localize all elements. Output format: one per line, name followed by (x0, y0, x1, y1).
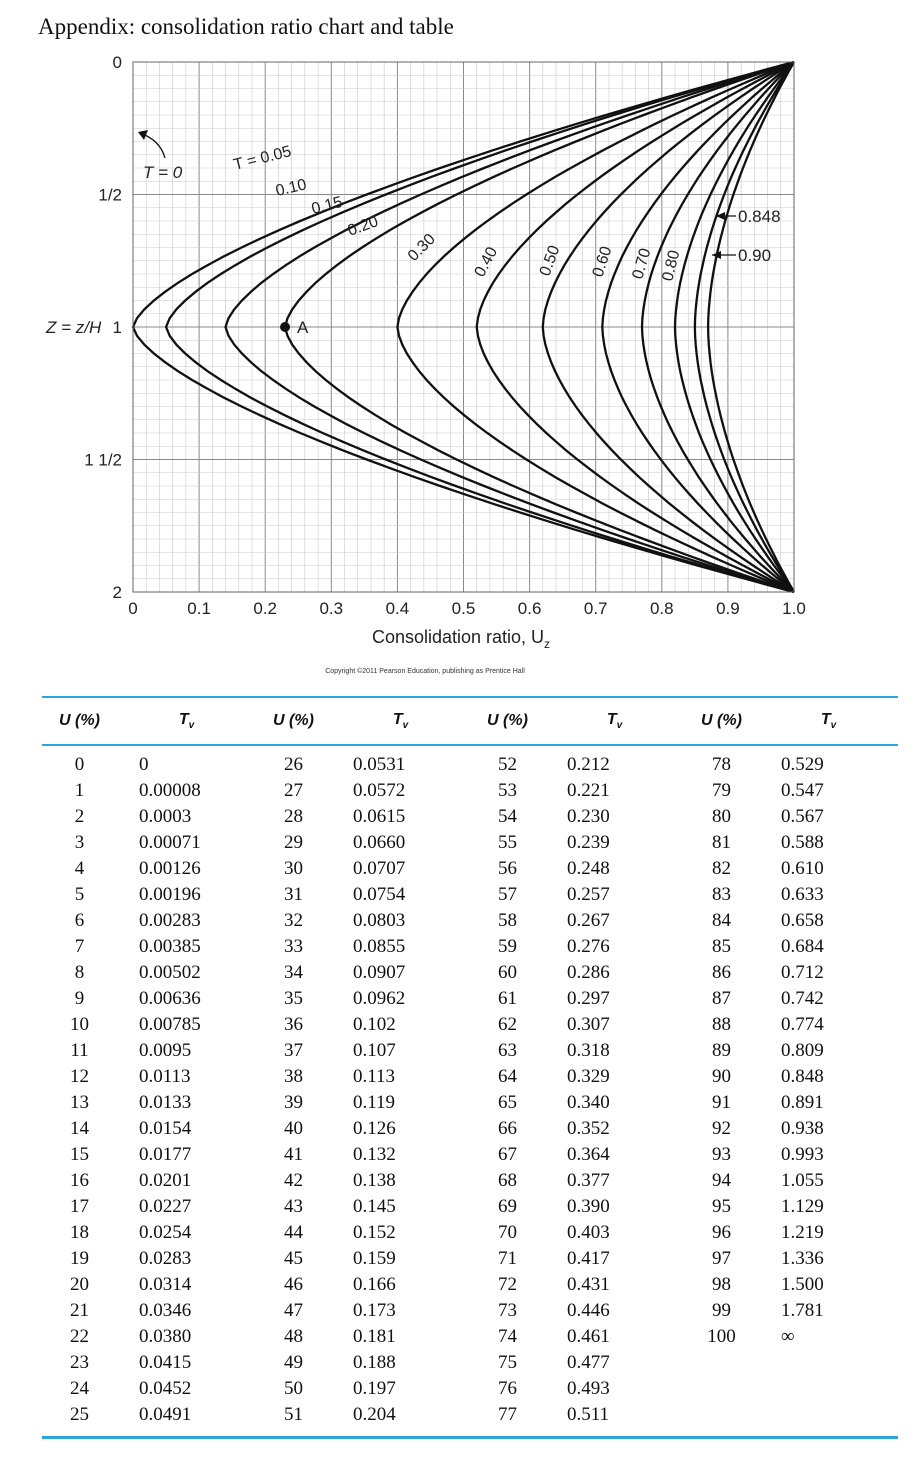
tv-cell: 0.0283 (139, 1248, 192, 1269)
tv-cell: ∞ (781, 1326, 795, 1347)
tv-cell: 0.0491 (139, 1404, 192, 1425)
u-cell: 97 (712, 1248, 731, 1269)
tv-cell: 0.0003 (139, 806, 192, 827)
table-row (42, 960, 898, 986)
table-row (42, 830, 898, 856)
u-cell: 55 (498, 832, 517, 853)
tv-cell: 0.248 (567, 858, 610, 879)
u-cell: 77 (498, 1404, 517, 1425)
u-cell: 17 (70, 1196, 89, 1217)
table-row (42, 1376, 898, 1402)
tv-cell: 0.181 (353, 1326, 396, 1347)
table-row (42, 778, 898, 804)
u-cell: 71 (498, 1248, 517, 1269)
tv-cell: 0.0615 (353, 806, 406, 827)
tv-cell: 0.138 (353, 1170, 396, 1191)
tv-cell: 0.0254 (139, 1222, 192, 1243)
tv-cell: 0.329 (567, 1066, 610, 1087)
curve-label: 0.50 (536, 243, 564, 279)
u-cell: 53 (498, 780, 517, 801)
tv-cell (759, 1350, 898, 1376)
table-header-row (42, 697, 898, 745)
u-cell: 48 (284, 1326, 303, 1347)
u-cell: 84 (712, 910, 731, 931)
tv-cell: 0.0855 (353, 936, 406, 957)
u-cell: 44 (284, 1222, 303, 1243)
tv-cell: 0.0314 (139, 1274, 192, 1295)
tv-cell: 0.159 (353, 1248, 396, 1269)
tv-cell: 0.102 (353, 1014, 396, 1035)
tv-cell: 0.0660 (353, 832, 406, 853)
u-cell: 66 (498, 1118, 517, 1139)
table-row (42, 1246, 898, 1272)
u-cell: 40 (284, 1118, 303, 1139)
tv-cell: 0.00283 (139, 910, 201, 931)
u-cell: 70 (498, 1222, 517, 1243)
x-tick-label: 0.3 (319, 599, 344, 618)
table-row (42, 1324, 898, 1350)
table-header-0: U (%) (59, 712, 100, 729)
point-a-label: A (297, 318, 309, 337)
x-tick-label: 0.1 (187, 599, 211, 618)
tv-cell (759, 1376, 898, 1402)
u-cell: 47 (284, 1300, 303, 1321)
consolidation-chart (0, 0, 920, 690)
u-cell: 64 (498, 1066, 517, 1087)
tv-cell: 0.477 (567, 1352, 610, 1373)
u-cell: 29 (284, 832, 303, 853)
tv-cell: 0.364 (567, 1144, 610, 1165)
tv-cell: 0.0154 (139, 1118, 192, 1139)
table-row (42, 856, 898, 882)
u-cell: 6 (74, 910, 85, 931)
u-cell: 2 (74, 806, 85, 827)
u-cell: 3 (74, 832, 85, 853)
u-cell: 13 (70, 1092, 89, 1113)
tv-cell: 0.712 (781, 962, 824, 983)
tv-cell (759, 1402, 898, 1438)
tv-cell: 0.119 (353, 1092, 396, 1113)
tv-cell: 0.204 (353, 1404, 396, 1425)
tv-cell: 0.0380 (139, 1326, 192, 1347)
u-cell: 20 (70, 1274, 89, 1295)
u-cell: 69 (498, 1196, 517, 1217)
tv-cell: 0.0531 (353, 754, 406, 775)
curve-label: 0.20 (345, 213, 381, 240)
u-cell: 87 (712, 988, 731, 1009)
table-row (42, 745, 898, 778)
tv-cell: 0.267 (567, 910, 610, 931)
u-cell: 88 (712, 1014, 731, 1035)
tv-cell: 0.993 (781, 1144, 824, 1165)
tv-cell: 0.0346 (139, 1300, 192, 1321)
u-cell: 15 (70, 1144, 89, 1165)
u-cell: 42 (284, 1170, 303, 1191)
tv-cell: 0.0452 (139, 1378, 192, 1399)
u-cell: 31 (284, 884, 303, 905)
u-cell: 67 (498, 1144, 517, 1165)
tv-cell: 0.742 (781, 988, 824, 1009)
y-tick-label: 1 1/2 (84, 450, 122, 470)
u-cell: 12 (70, 1066, 89, 1087)
u-cell: 60 (498, 962, 517, 983)
tv-cell: 0.547 (781, 780, 824, 801)
tv-cell: 0.511 (567, 1404, 610, 1425)
curve-label: 0.90 (738, 246, 772, 265)
x-tick-label: 0.4 (385, 599, 410, 618)
x-tick-label: 0.8 (649, 599, 674, 618)
tv-cell: 0.0113 (139, 1066, 191, 1087)
u-cell: 5 (74, 884, 85, 905)
tv-cell: 0.0962 (353, 988, 406, 1009)
curve-labels (232, 143, 684, 283)
tv-cell: 0.633 (781, 884, 824, 905)
u-cell: 23 (70, 1352, 89, 1373)
tv-cell: 0.276 (567, 936, 610, 957)
tv-cell: 0.809 (781, 1040, 824, 1061)
table-header-1: $T_v$ (178, 710, 195, 732)
tv-cell: 0.00008 (139, 780, 201, 801)
table-row (42, 1012, 898, 1038)
u-cell: 90 (712, 1066, 731, 1087)
u-cell: 92 (712, 1118, 731, 1139)
tv-cell: 0.0707 (353, 858, 406, 879)
u-cell: 36 (284, 1014, 303, 1035)
tv-cell: 1.219 (781, 1222, 824, 1243)
u-cell: 51 (284, 1404, 303, 1425)
u-cell: 94 (712, 1170, 731, 1191)
u-cell: 81 (712, 832, 731, 853)
tv-cell: 0.113 (353, 1066, 396, 1087)
u-cell: 43 (284, 1196, 303, 1217)
y-axis-label: Z = z/H (46, 318, 102, 337)
x-tick-label: 1.0 (782, 599, 806, 618)
tv-cell: 0.230 (567, 806, 610, 827)
table-row (42, 1168, 898, 1194)
table-header-4: U (%) (487, 712, 528, 729)
tv-cell: 0.173 (353, 1300, 396, 1321)
table-row (42, 1350, 898, 1376)
u-cell: 86 (712, 962, 731, 983)
tv-cell: 0.107 (353, 1040, 396, 1061)
u-cell: 91 (712, 1092, 731, 1113)
x-tick-label: 0.7 (583, 599, 608, 618)
tv-cell: 0.390 (567, 1196, 610, 1217)
tv-cell: 0.774 (781, 1014, 824, 1035)
tv-cell: 0.0177 (139, 1144, 192, 1165)
u-cell: 62 (498, 1014, 517, 1035)
u-cell: 93 (712, 1144, 731, 1165)
table-row (42, 908, 898, 934)
tv-cell: 0.286 (567, 962, 610, 983)
tv-cell: 0.446 (567, 1300, 610, 1321)
table-header-7: $T_v$ (820, 710, 837, 732)
tv-cell: 0.0803 (353, 910, 406, 931)
u-cell: 26 (284, 754, 303, 775)
tv-cell: 0.197 (353, 1378, 396, 1399)
u-cell: 24 (70, 1378, 89, 1399)
tv-cell: 0 (139, 754, 149, 775)
u-cell: 58 (498, 910, 517, 931)
u-cell: 46 (284, 1274, 303, 1295)
tv-cell: 0.417 (567, 1248, 610, 1269)
table-row (42, 1194, 898, 1220)
point-a-marker (280, 322, 290, 332)
u-cell: 100 (707, 1326, 736, 1347)
u-cell: 14 (70, 1118, 89, 1139)
u-cell: 85 (712, 936, 731, 957)
tv-cell: 0.684 (781, 936, 824, 957)
table-row (42, 1116, 898, 1142)
tv-cell: 0.0572 (353, 780, 406, 801)
table-row (42, 804, 898, 830)
x-tick-label: 0.5 (451, 599, 476, 618)
tv-cell: 0.0415 (139, 1352, 192, 1373)
tv-cell: 0.00636 (139, 988, 201, 1009)
u-cell: 74 (498, 1326, 517, 1347)
table-row (42, 1142, 898, 1168)
x-tick-label: 0.2 (253, 599, 278, 618)
u-cell: 78 (712, 754, 731, 775)
x-tick-label: 0 (128, 599, 138, 618)
u-cell: 80 (712, 806, 731, 827)
tv-cell: 0.891 (781, 1092, 824, 1113)
tv-cell: 0.403 (567, 1222, 610, 1243)
tv-cell: 0.126 (353, 1118, 396, 1139)
y-tick-label: 2 (112, 583, 122, 602)
u-cell: 25 (70, 1404, 89, 1425)
u-cell: 59 (498, 936, 517, 957)
curve-label: 0.848 (738, 207, 781, 226)
tv-cell: 0.0095 (139, 1040, 192, 1061)
tv-cell: 0.166 (353, 1274, 396, 1295)
u-cell: 11 (70, 1040, 89, 1061)
u-cell: 73 (498, 1300, 517, 1321)
tv-cell: 1.500 (781, 1274, 824, 1295)
tv-cell: 0.938 (781, 1118, 824, 1139)
tv-cell: 1.129 (781, 1196, 824, 1217)
table-header-6: U (%) (701, 712, 742, 729)
u-cell: 63 (498, 1040, 517, 1061)
y-tick-label: 0 (112, 53, 122, 72)
u-cell: 98 (712, 1274, 731, 1295)
tv-cell: 0.0907 (353, 962, 406, 983)
tv-cell: 0.318 (567, 1040, 610, 1061)
tv-cell: 0.239 (567, 832, 610, 853)
u-cell: 37 (284, 1040, 303, 1061)
tv-cell: 0.0133 (139, 1092, 192, 1113)
u-cell: 65 (498, 1092, 517, 1113)
t0-label: T = 0 (143, 163, 183, 182)
table-row (42, 1038, 898, 1064)
u-cell: 56 (498, 858, 517, 879)
u-cell: 95 (712, 1196, 731, 1217)
u-cell: 72 (498, 1274, 517, 1295)
curve-label: 0.40 (471, 244, 502, 280)
tv-cell: 0.0201 (139, 1170, 192, 1191)
u-cell: 75 (498, 1352, 517, 1373)
curve-label: 0.30 (404, 230, 439, 265)
tv-cell: 0.377 (567, 1170, 610, 1191)
table-header-5: $T_v$ (606, 710, 623, 732)
table-row (42, 1402, 898, 1438)
tv-cell: 0.152 (353, 1222, 396, 1243)
u-cell: 57 (498, 884, 517, 905)
tv-cell: 0.212 (567, 754, 610, 775)
tv-cell: 0.431 (567, 1274, 610, 1295)
u-cell: 34 (284, 962, 303, 983)
u-cell: 18 (70, 1222, 89, 1243)
u-cell: 82 (712, 858, 731, 879)
tv-cell: 0.529 (781, 754, 824, 775)
tv-cell: 0.848 (781, 1066, 824, 1087)
u-cell: 96 (712, 1222, 731, 1243)
tv-cell: 0.0227 (139, 1196, 192, 1217)
table-body (42, 745, 898, 1438)
u-cell: 79 (712, 780, 731, 801)
curve-label: 0.10 (274, 176, 309, 200)
u-cell: 1 (74, 780, 85, 801)
u-cell: 9 (74, 988, 85, 1009)
u-cell: 27 (284, 780, 303, 801)
x-axis-label: Consolidation ratio, $U_z$ (371, 627, 551, 651)
curve-label: 0.80 (659, 248, 684, 283)
u-cell: 30 (284, 858, 303, 879)
tv-cell: 0.00502 (139, 962, 201, 983)
u-cell: 16 (70, 1170, 89, 1191)
tv-cell: 0.493 (567, 1378, 610, 1399)
tv-cell: 0.00385 (139, 936, 201, 957)
u-cell: 39 (284, 1092, 303, 1113)
u-cell: 41 (284, 1144, 303, 1165)
u-cell: 22 (70, 1326, 89, 1347)
u-cell: 45 (284, 1248, 303, 1269)
tv-cell: 0.257 (567, 884, 610, 905)
tv-cell: 0.00196 (139, 884, 201, 905)
tv-table (42, 696, 898, 1439)
tv-cell: 0.00785 (139, 1014, 201, 1035)
table-row (42, 1220, 898, 1246)
tv-cell: 0.307 (567, 1014, 610, 1035)
table-row (42, 882, 898, 908)
u-cell: 83 (712, 884, 731, 905)
table-row (42, 1298, 898, 1324)
tv-cell: 0.0754 (353, 884, 406, 905)
page-title: Appendix: consolidation ratio chart and table (38, 14, 454, 39)
table-row (42, 1272, 898, 1298)
tv-cell: 1.055 (781, 1170, 824, 1191)
tv-cell: 0.588 (781, 832, 824, 853)
u-cell: 7 (74, 936, 85, 957)
table-row (42, 934, 898, 960)
u-cell (684, 1402, 759, 1438)
x-tick-label: 0.6 (517, 599, 542, 618)
tv-cell: 0.352 (567, 1118, 610, 1139)
u-cell: 68 (498, 1170, 517, 1191)
u-cell: 99 (712, 1300, 731, 1321)
curve-label: 0.60 (589, 244, 616, 280)
copyright-note: Copyright ©2011 Pearson Education, publishing as Prentice Hall (325, 668, 525, 675)
u-cell: 50 (284, 1378, 303, 1399)
u-cell: 54 (498, 806, 517, 827)
u-cell: 35 (284, 988, 303, 1009)
tv-cell: 1.781 (781, 1300, 824, 1321)
tv-cell: 0.610 (781, 858, 824, 879)
tv-cell: 1.336 (781, 1248, 824, 1269)
x-tick-label: 0.9 (716, 599, 740, 618)
u-cell (684, 1350, 759, 1376)
u-cell: 21 (70, 1300, 89, 1321)
tv-cell: 0.340 (567, 1092, 610, 1113)
table-header-3: $T_v$ (392, 710, 409, 732)
u-cell: 52 (498, 754, 517, 775)
tv-cell: 0.461 (567, 1326, 610, 1347)
curve-label: T = 0.05 (231, 143, 294, 174)
tv-cell: 0.00071 (139, 832, 201, 853)
u-cell: 76 (498, 1378, 517, 1399)
u-cell: 61 (498, 988, 517, 1009)
table-header-2: U (%) (273, 712, 314, 729)
tv-cell: 0.658 (781, 910, 824, 931)
u-cell (684, 1376, 759, 1402)
y-tick-label: 1 (112, 318, 122, 337)
u-cell: 19 (70, 1248, 89, 1269)
tv-cell: 0.00126 (139, 858, 201, 879)
u-cell: 8 (74, 962, 85, 983)
u-cell: 10 (70, 1014, 89, 1035)
u-cell: 32 (284, 910, 303, 931)
u-cell: 38 (284, 1066, 303, 1087)
tv-cell: 0.188 (353, 1352, 396, 1373)
u-cell: 89 (712, 1040, 731, 1061)
u-cell: 4 (74, 858, 85, 879)
tv-table-wrap (42, 696, 898, 1439)
curve-label: 0.70 (629, 246, 655, 282)
u-cell: 28 (284, 806, 303, 827)
table-row (42, 986, 898, 1012)
tv-cell: 0.567 (781, 806, 824, 827)
tv-cell: 0.145 (353, 1196, 396, 1217)
tv-cell: 0.297 (567, 988, 610, 1009)
u-cell: 49 (284, 1352, 303, 1373)
tv-cell: 0.221 (567, 780, 610, 801)
y-tick-label: 1/2 (98, 185, 122, 205)
curve-label: 0.15 (309, 193, 345, 218)
u-cell: 0 (74, 754, 85, 775)
table-row (42, 1090, 898, 1116)
u-cell: 33 (284, 936, 303, 957)
table-row (42, 1064, 898, 1090)
tv-cell: 0.132 (353, 1144, 396, 1165)
